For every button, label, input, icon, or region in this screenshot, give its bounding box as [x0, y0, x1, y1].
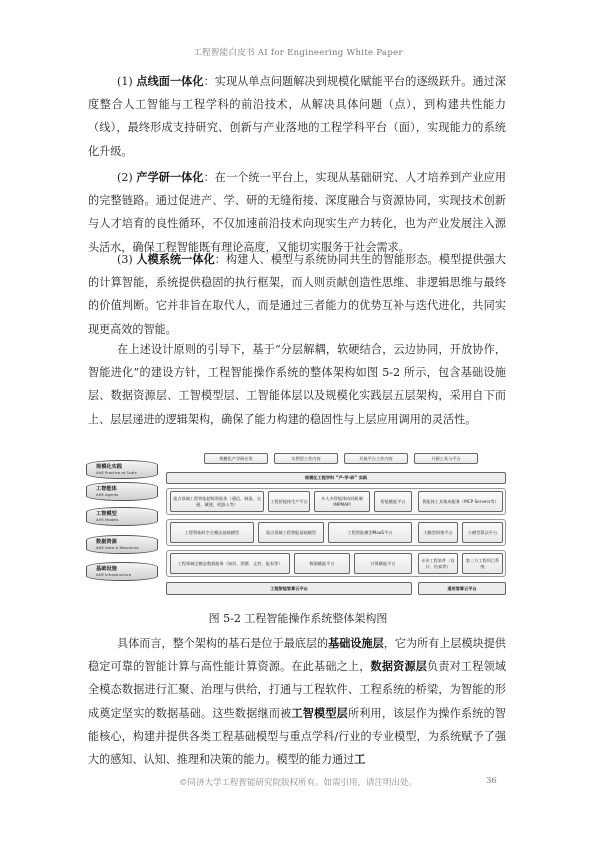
agent-box-1: 重点领域工程智能超级智能体（通信、制造、交通、城建、机器人等） — [170, 491, 264, 512]
model-box-2: 重点领域工程智能基础模型 — [258, 522, 324, 543]
layer-name: 基础设施 — [96, 566, 117, 572]
paragraph-principle-3 — [88, 248, 506, 341]
paragraph-text: 在上述设计原则的引导下，基于“分层解耦，软硬结合，云边协同，开放协作，智能进化”的建设方针，工程智能操作系统的整体架构如图 5-2 所示，包含基础设施层、数据资源层、工智模型层、工智能体层以及规模化实践层五层架构，采用自下而上、层层递进的逻辑架构，确保了能力构建的稳固性与上层应用调用的灵活性。 — [88, 343, 506, 426]
layer-disk-data — [86, 535, 158, 554]
layer-name-en: AHE Infrastructure — [96, 572, 132, 577]
layer-disk-models — [86, 507, 158, 526]
data-box-1: 工程领域全模态数据服务（知识、图谱、文档、报表等） — [170, 553, 290, 574]
layer-name: 规模化实践 — [96, 464, 122, 470]
text-run: 所利用，该层作为操作系统的智能核心，构建并提供各类工程基础模型与重点学科/行业的专业模型，为系统赋予了强大的感知、认知、推理和决策的能力。模型的能力通过 — [88, 706, 506, 767]
top-box-2: 实例型工作内容 — [274, 453, 338, 464]
paragraph-architecture-intro — [88, 338, 506, 431]
item-title: 产学研一体化 — [136, 171, 204, 184]
data-box-2: 数据赋能平台 — [294, 553, 350, 574]
bold-term: 基础设施层 — [328, 637, 384, 650]
infra-box-1: 工程智能智算云平台 — [166, 582, 412, 595]
figure-caption: 图 5-2 工程智能操作系统整体架构图 — [208, 612, 388, 625]
text-run: 具体而言，整个架构的基石是位于最底层的 — [117, 637, 329, 650]
item-number: (1) — [117, 75, 137, 88]
model-box-3: 工程智能模型MaaS平台 — [328, 522, 412, 543]
agent-box-3: 多人多智能体协同机制（MPMAP） — [314, 491, 370, 512]
page-footer: ©同济大学工程智能研究院版权所有。如需引用，请注明出处。 — [178, 778, 417, 788]
layer-name: 工智模型 — [96, 511, 117, 517]
agent-box-4: 智能赋能平台 — [374, 491, 412, 512]
model-box-4: 大模型训推平台 — [418, 522, 458, 543]
bold-term: 工 — [354, 753, 366, 767]
layer-name: 数据资源 — [96, 539, 117, 545]
top-box-4: 开源工具与平台 — [414, 453, 478, 464]
layer-name-en: AHE Agents — [96, 492, 119, 497]
layer-name: 工智能体 — [96, 486, 117, 492]
paragraph-principle-1 — [88, 70, 506, 163]
item-text: ：构建人、模型与系统协同共生的智能形态。模型提供强大的计算智能，系统提供稳固的执行框架，而人则贡献创造性思维、非逻辑思维与最终的价值判断。它并非旨在取代人，而是通过三者能力的优势互补与迭代进化，共同实现更高效的智能。 — [88, 253, 506, 336]
page-header: 工程智能白皮书 AI for Engineering White Paper — [193, 48, 403, 58]
agent-box-5: 智能体工具集成服务（MCP Servers等） — [418, 491, 503, 512]
data-box-5: 第三方工程项目系统 — [462, 553, 503, 574]
text-run: ，它为所有上层模块提供稳定可靠的智能计算与高性能计算资源。在此基础之上， — [88, 637, 506, 674]
top-box-1: 规模化产学研应用 — [204, 453, 268, 464]
item-number: (2) — [117, 171, 137, 184]
page-number: 36 — [486, 776, 497, 786]
item-text: ：实现从单点问题解决到规模化赋能平台的逐级跃升。通过深度整合人工智能与工程学科的前沿技术，从解决具体问题（点），到构建共性能力（线），最终形成支持研究、创新与产业落地的工程学科平台（面），实现能力的系统化升级。 — [88, 75, 506, 158]
layer-name-en: AHE Models — [96, 517, 119, 522]
practice-bar: 规模化工程学科 “产-学-研” 实践 — [166, 472, 506, 484]
layer-name-en: AHE Practice at Scale — [96, 470, 137, 475]
model-box-5: 小模型算法平台 — [462, 522, 503, 543]
item-title: 人模系统一体化 — [136, 253, 215, 266]
item-number: (3) — [117, 253, 137, 266]
item-text: ：在一个统一平台上，实现从基础研究、人才培养到产业应用的完整链路。通过促进产、学、研的无缝衔接、深度融合与资源协同，实现技术创新与人才培育的良性循环，不仅加速前沿技术向现实生产力转化，也为产业发展注入源头活水，确保工程智能既有理论高度，又能切实服务于社会需求。 — [88, 171, 506, 254]
paragraph-architecture-detail — [88, 632, 506, 771]
text-run: 负责对工程领域全模态数据进行汇聚、治理与供给，打通与工程软件、工程系统的桥梁，为智能的形成奠定坚实的数据基础。这些数据继而被 — [88, 660, 506, 720]
layer-disk-infrastructure — [86, 562, 158, 581]
data-box-3: 计算赋能平台 — [354, 553, 412, 574]
layer-disk-agents — [86, 482, 158, 501]
bold-term: 数据资源层 — [370, 660, 428, 674]
infra-box-2: 通用智算云平台 — [418, 582, 506, 595]
layer-name-en: AHE Data & Resources — [96, 545, 139, 550]
agent-box-2: 工程智能体生产平台 — [268, 491, 310, 512]
model-box-1: 工程智能时空全模态基础模型 — [170, 522, 254, 543]
bold-term: 工智模型层 — [291, 706, 348, 720]
architecture-figure — [86, 453, 508, 603]
data-box-4: 专业工程软件（设计、仿真等） — [418, 553, 458, 574]
top-box-3: 开放平台工作内容 — [344, 453, 408, 464]
paragraph-principle-2 — [88, 166, 506, 259]
item-title: 点线面一体化 — [136, 75, 204, 88]
layer-disk-practice — [86, 460, 158, 479]
